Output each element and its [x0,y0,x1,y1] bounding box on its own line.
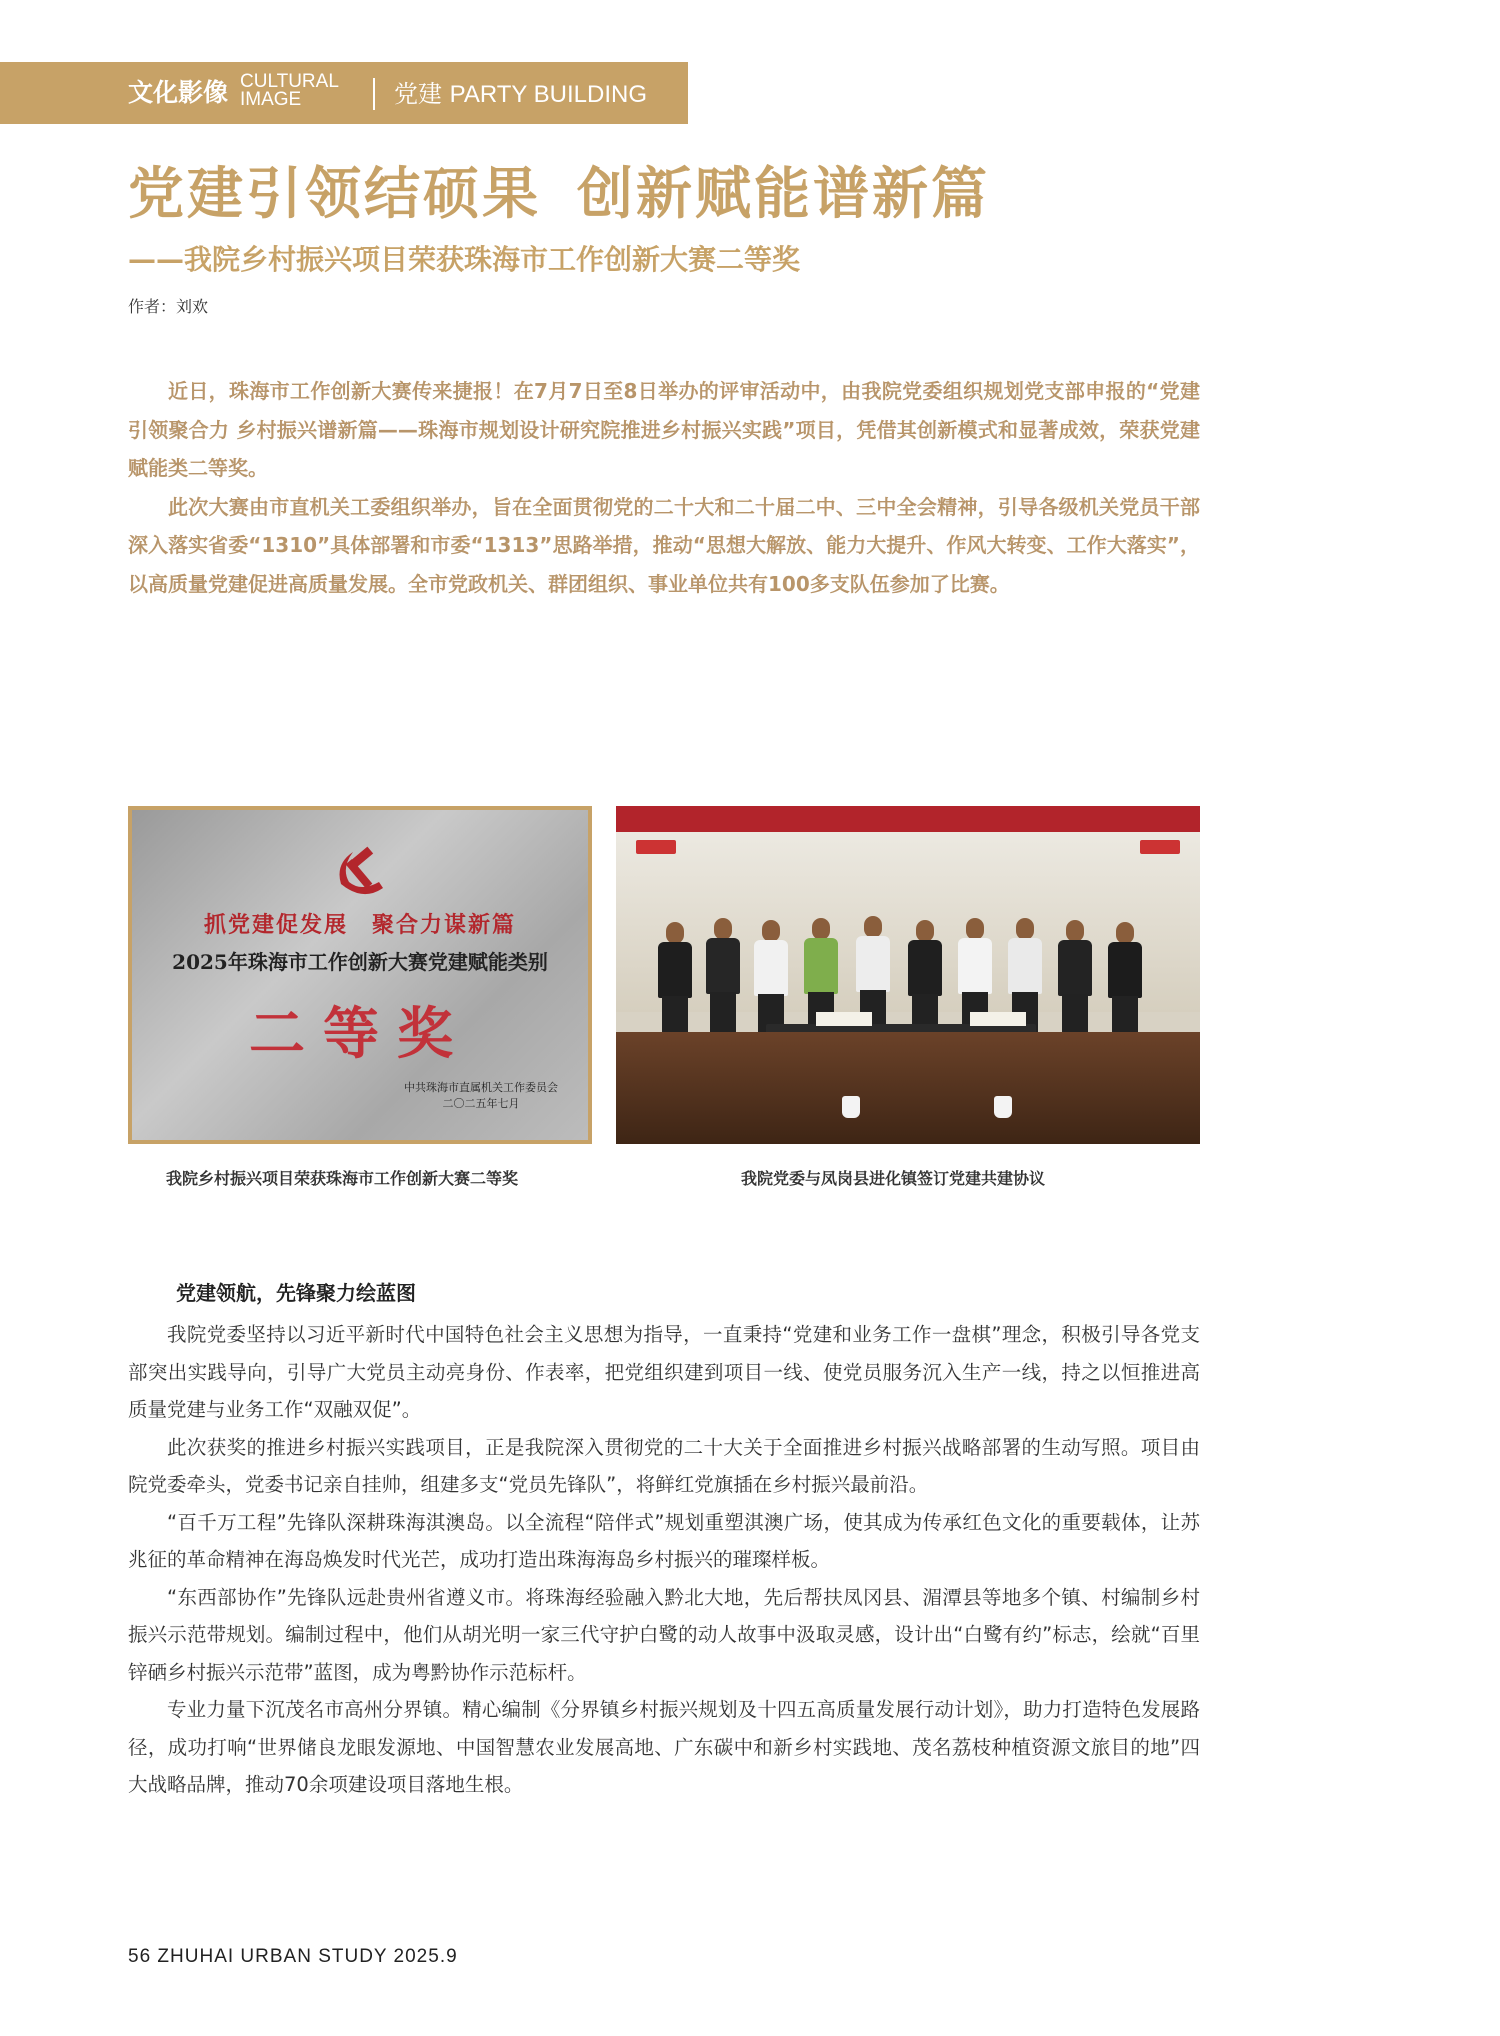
article-title-part2: 创新赋能谱新篇 [577,162,990,227]
name-card [816,1012,872,1026]
subsection-label-en: PARTY BUILDING [449,81,648,108]
section-label-en-line1: CULTURAL [240,71,339,92]
header-divider [373,78,375,110]
body-paragraph: 我院党委坚持以习近平新时代中国特色社会主义思想为指导，一直秉持“党建和业务工作一盘棋”理念，积极引导各党支部突出实践导向，引导广大党员主动亮身份、作表率，把党组织建到项目一线、使党员服务沉入生产一线，持之以恒推进高质量党建与业务工作“双融双促”。 [128,1323,1200,1421]
article-byline: 作者：刘欢 [128,297,209,316]
award-plaque-photo [128,806,592,1144]
flag-decoration [1140,840,1180,854]
photo-caption-right: 我院党委与凤岗县进化镇签订党建共建协议 [741,1169,1046,1188]
subsection-label-cn: 党建 [394,80,442,108]
section-label-en-line2: IMAGE [240,89,302,110]
photo-caption-left: 我院乡村振兴项目荣获珠海市工作创新大赛二等奖 [166,1169,519,1188]
body-paragraph: “东西部协作”先锋队远赴贵州省遵义市。将珠海经验融入黔北大地，先后帮扶凤冈县、湄潭县等地多个镇、村编制乡村振兴示范带规划。编制过程中，他们从胡光明一家三代守护白鹭的动人故事中汲取灵感，设计出“白鹭有约”标志，绘就“百里锌硒乡村振兴示范带”蓝图，成为粤黔协作示范标杆。 [128,1585,1200,1684]
plaque-slogan: 抓党建促发展 聚合力谋新篇 [203,912,516,938]
hammer-sickle-icon [327,844,395,898]
plaque-issuer [404,1080,558,1112]
body-paragraph: 专业力量下沉茂名市高州分界镇。精心编制《分界镇乡村振兴规划及十四五高质量发展行动计划》，助力打造特色发展路径，成功打响“世界储良龙眼发源地、中国智慧农业发展高地、广东碳中和新乡村实践地、茂名荔枝种植资源文旅目的地”四大战略品牌，推动70余项建设项目落地生根。 [128,1698,1200,1796]
section-label: 文化影像 [128,78,229,107]
intro-text [128,372,1200,603]
section-body [128,1316,1200,1804]
page-number: 56 [128,1946,152,1967]
body-paragraph: 此次获奖的推进乡村振兴实践项目，正是我院深入贯彻党的二十大关于全面推进乡村振兴战略部署的生动写照。项目由院党委牵头，党委书记亲自挂帅，组建多支“党员先锋队”，将鲜红党旗插在乡村振兴最前沿。 [128,1435,1200,1496]
plaque-award-category: 2025年珠海市工作创新大赛党建赋能类别 [172,950,548,974]
section-label-en [240,73,339,109]
subsection-label [394,79,647,110]
flag-decoration [636,840,676,854]
tea-cup [994,1096,1012,1118]
page-footer [128,1946,458,1968]
article-title-part1: 党建引领结硕果 [128,162,541,227]
plaque-issuer-name: 中共珠海市直属机关工作委员会 [404,1081,558,1094]
article-title [128,160,990,230]
issue-number: 2025.9 [393,1946,458,1967]
intro-paragraph: 此次大赛由市直机关工委组织举办，旨在全面贯彻党的二十大和二十届二中、三中全会精神，引导各级机关党员干部深入落实省委“1310”具体部署和市委“1313”思路举措，推动“思想大解放、能力大提升、作风大转变、工作大落实”，以高质量党建促进高质量发展。全市党政机关、群团组织、事业单位共有100多支队伍参加了比赛。 [128,494,1200,596]
publication-name: ZHUHAI URBAN STUDY [157,1946,388,1967]
plaque-issue-date: 二〇二五年七月 [442,1097,520,1110]
tea-cup [842,1096,860,1118]
body-paragraph: “百千万工程”先锋队深耕珠海淇澳岛。以全流程“陪伴式”规划重塑淇澳广场，使其成为传承红色文化的重要载体，让苏兆征的革命精神在海岛焕发时代光芒，成功打造出珠海海岛乡村振兴的璀璨样板。 [128,1510,1200,1571]
conference-table [616,1032,1200,1144]
name-card [970,1012,1026,1026]
plaque-prize: 二等奖 [249,1001,471,1067]
signing-ceremony-photo [616,806,1200,1144]
section-heading: 党建领航，先锋聚力绘蓝图 [176,1281,416,1305]
article-subtitle: ——我院乡村振兴项目荣获珠海市工作创新大赛二等奖 [128,243,801,276]
intro-paragraph: 近日，珠海市工作创新大赛传来捷报！在7月7日至8日举办的评审活动中，由我院党委组织规划党支部申报的“党建引领聚合力 乡村振兴谱新篇——珠海市规划设计研究院推进乡村振兴实践”项目，凭借其创新模式和显著成效，荣获党建赋能类二等奖。 [128,379,1200,480]
event-banner [616,806,1200,832]
